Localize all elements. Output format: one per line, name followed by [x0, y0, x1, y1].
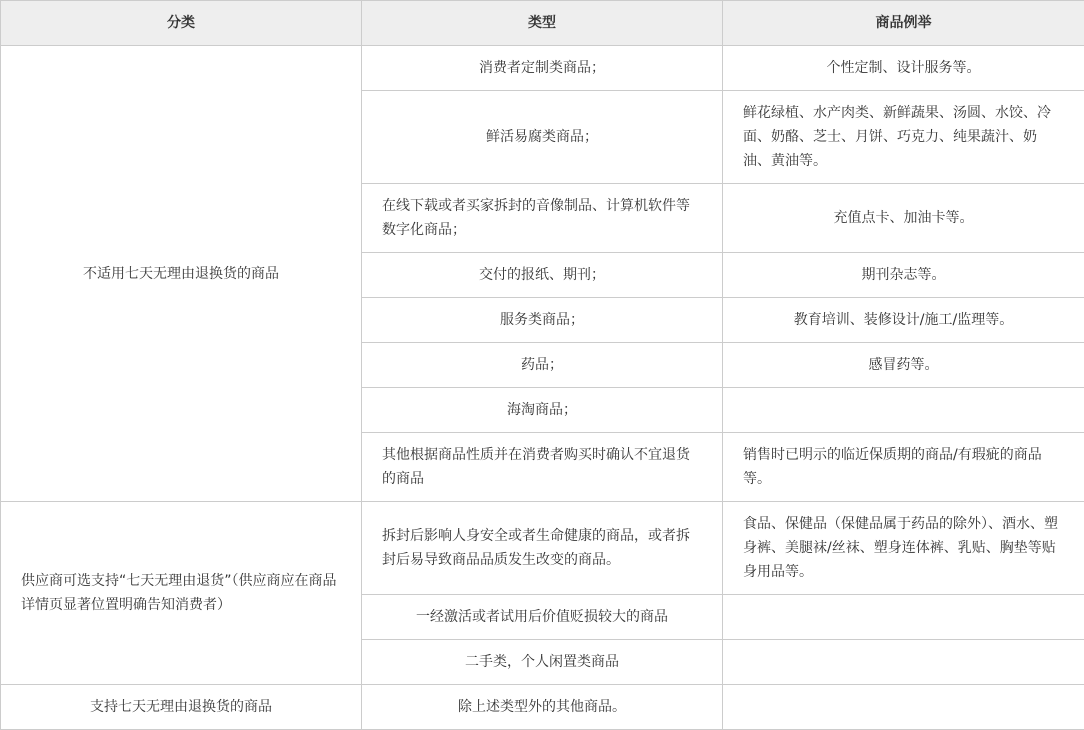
type-cell: 在线下载或者买家拆封的音像制品、计算机软件等数字化商品； — [362, 184, 723, 253]
type-cell: 交付的报纸、期刊； — [362, 253, 723, 298]
type-cell: 海淘商品； — [362, 388, 723, 433]
examples-cell: 销售时已明示的临近保质期的商品/有瑕疵的商品等。 — [723, 433, 1084, 502]
examples-cell: 食品、保健品（保健品属于药品的除外）、酒水、塑身裤、美腿袜/丝袜、塑身连体裤、乳贴、胸垫等贴身用品等。 — [723, 502, 1084, 595]
type-cell: 二手类，个人闲置类商品 — [362, 640, 723, 685]
examples-cell: 教育培训、装修设计/施工/监理等。 — [723, 298, 1084, 343]
type-cell: 鲜活易腐类商品； — [362, 91, 723, 184]
examples-cell: 期刊杂志等。 — [723, 253, 1084, 298]
table-header-row — [1, 1, 1084, 46]
type-cell: 除上述类型外的其他商品。 — [362, 685, 723, 730]
table-row — [1, 502, 1084, 595]
examples-cell: 鲜花绿植、水产肉类、新鲜蔬果、汤圆、水饺、冷面、奶酪、芝士、月饼、巧克力、纯果蔬汁、奶油、黄油等。 — [723, 91, 1084, 184]
category-cell-optional: 供应商可选支持“七天无理由退货”（供应商应在商品详情页显著位置明确告知消费者） — [1, 502, 362, 685]
examples-cell: 充值点卡、加油卡等。 — [723, 184, 1084, 253]
type-cell: 一经激活或者试用后价值贬损较大的商品 — [362, 595, 723, 640]
header-type: 类型 — [362, 1, 723, 46]
type-cell: 其他根据商品性质并在消费者购买时确认不宜退货的商品 — [362, 433, 723, 502]
table-row — [1, 46, 1084, 91]
type-cell: 服务类商品； — [362, 298, 723, 343]
table-row — [1, 685, 1084, 730]
type-cell: 药品； — [362, 343, 723, 388]
category-cell-not-applicable: 不适用七天无理由退换货的商品 — [1, 46, 362, 502]
header-examples: 商品例举 — [723, 1, 1084, 46]
examples-cell — [723, 685, 1084, 730]
header-category: 分类 — [1, 1, 362, 46]
examples-cell — [723, 388, 1084, 433]
category-cell-supported: 支持七天无理由退换货的商品 — [1, 685, 362, 730]
examples-cell: 感冒药等。 — [723, 343, 1084, 388]
type-cell: 消费者定制类商品； — [362, 46, 723, 91]
examples-cell — [723, 595, 1084, 640]
examples-cell: 个性定制、设计服务等。 — [723, 46, 1084, 91]
examples-cell — [723, 640, 1084, 685]
type-cell: 拆封后影响人身安全或者生命健康的商品，或者拆封后易导致商品品质发生改变的商品。 — [362, 502, 723, 595]
